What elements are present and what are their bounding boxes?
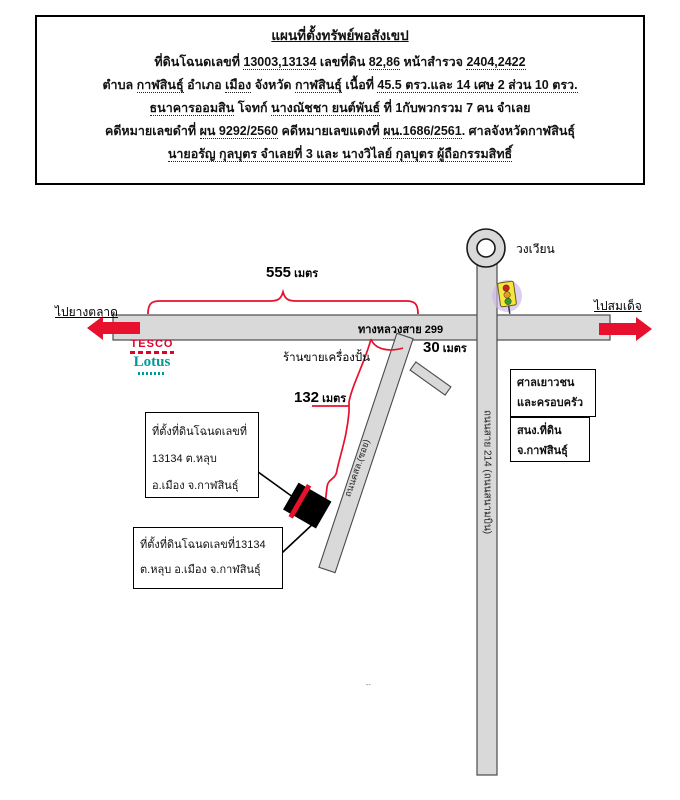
distance-555m-label: 555 เมตร: [266, 264, 319, 281]
parcel-callout-box-2: [133, 527, 283, 589]
stray-mark: --: [366, 682, 371, 689]
document-title: แผนที่ตั้งทรัพย์พอสังเขป: [271, 28, 409, 43]
distance-132m-label: 132 เมตร: [294, 389, 347, 406]
destination-left-label: ไปยางตลาด: [55, 305, 118, 319]
roundabout-inner: [477, 239, 495, 257]
callout2-line2: ต.หลุบ อ.เมือง จ.กาฬสินธุ์: [140, 564, 261, 576]
juvenile-court-box: [510, 369, 596, 417]
land-office-box: [510, 417, 590, 462]
header-line-case-numbers: คดีหมายเลขดำที่ ผน 9292/2560 คดีหมายเลขแดงที่ ผน.1686/2561. ศาลจังหวัดกาฬสินธุ์: [104, 124, 576, 138]
road-214-label: ถนนสาย 214 (ถนนสนามบิน): [481, 409, 493, 535]
distance-132m-value: 132: [294, 389, 320, 406]
juvenile-court-line1: ศาลเยาวชน: [517, 377, 575, 389]
destination-right-label: ไปสมเด็จ: [594, 299, 642, 313]
roundabout-label: วงเวียน: [516, 242, 555, 256]
lotus-logo-text: Lotus: [133, 354, 171, 370]
land-office-line1: สนง.ที่ดิน: [517, 425, 562, 437]
property-parcel: [282, 480, 333, 531]
distance-30m-value: 30: [423, 339, 440, 356]
header-line-deed: ที่ดินโฉนดเลขที่ 13003,13134 เลขที่ดิน 82,86 หน้าสำรวจ 2404,2422: [154, 55, 526, 69]
callout1-line3: อ.เมือง จ.กาฬสินธุ์: [152, 480, 239, 492]
brace-555m: [148, 292, 418, 314]
land-office-line2: จ.กาฬสินธุ์: [517, 445, 568, 457]
distance-30m-label: 30 เมตร: [423, 339, 467, 356]
tesco-lotus-logo: [126, 339, 178, 375]
header-line-parties: ธนาคารออมสิน โจทก์ นางณัชชา ยนต์พันธ์ ที่ 1กับพวกรวม 7 คน จำเลย: [149, 101, 531, 115]
callout1-line2: 13134 ต.หลุบ: [152, 453, 217, 465]
stub-road: [410, 362, 451, 395]
soi-road-label: ถนนคสล.(ซอย): [342, 437, 372, 499]
header-line-location: ตำบล กาฬสินธุ์ อำเภอ เมือง จังหวัด กาฬสินธุ์ เนื้อที่ 45.5 ตรว.และ 14 เศษ 2 ส่วน 10 ตรว.: [102, 78, 578, 92]
pottery-shop-label: ร้านขายเครื่องปั้น: [283, 352, 371, 364]
callout2-line1: ที่ตั้งที่ดินโฉนดเลขที่13134: [140, 539, 266, 551]
tesco-tagline: [138, 372, 166, 375]
parcel-callout-box-1: [145, 412, 259, 498]
juvenile-court-line2: และครอบครัว: [517, 397, 584, 409]
highway-299-label: ทางหลวงสาย 299: [358, 324, 444, 336]
header-line-owner: นายอรัญ กุลบุตร จำเลยที่ 3 และ นางวิไลย์ กุลบุตร ผู้ถือกรรมสิทธิ์: [167, 147, 513, 161]
tesco-logo-text: TESCO: [130, 338, 174, 350]
distance-555m-value: 555: [266, 264, 292, 281]
callout1-line1: ที่ตั้งที่ดินโฉนดเลขที่: [152, 426, 248, 438]
pointer-line-1: [254, 469, 297, 500]
